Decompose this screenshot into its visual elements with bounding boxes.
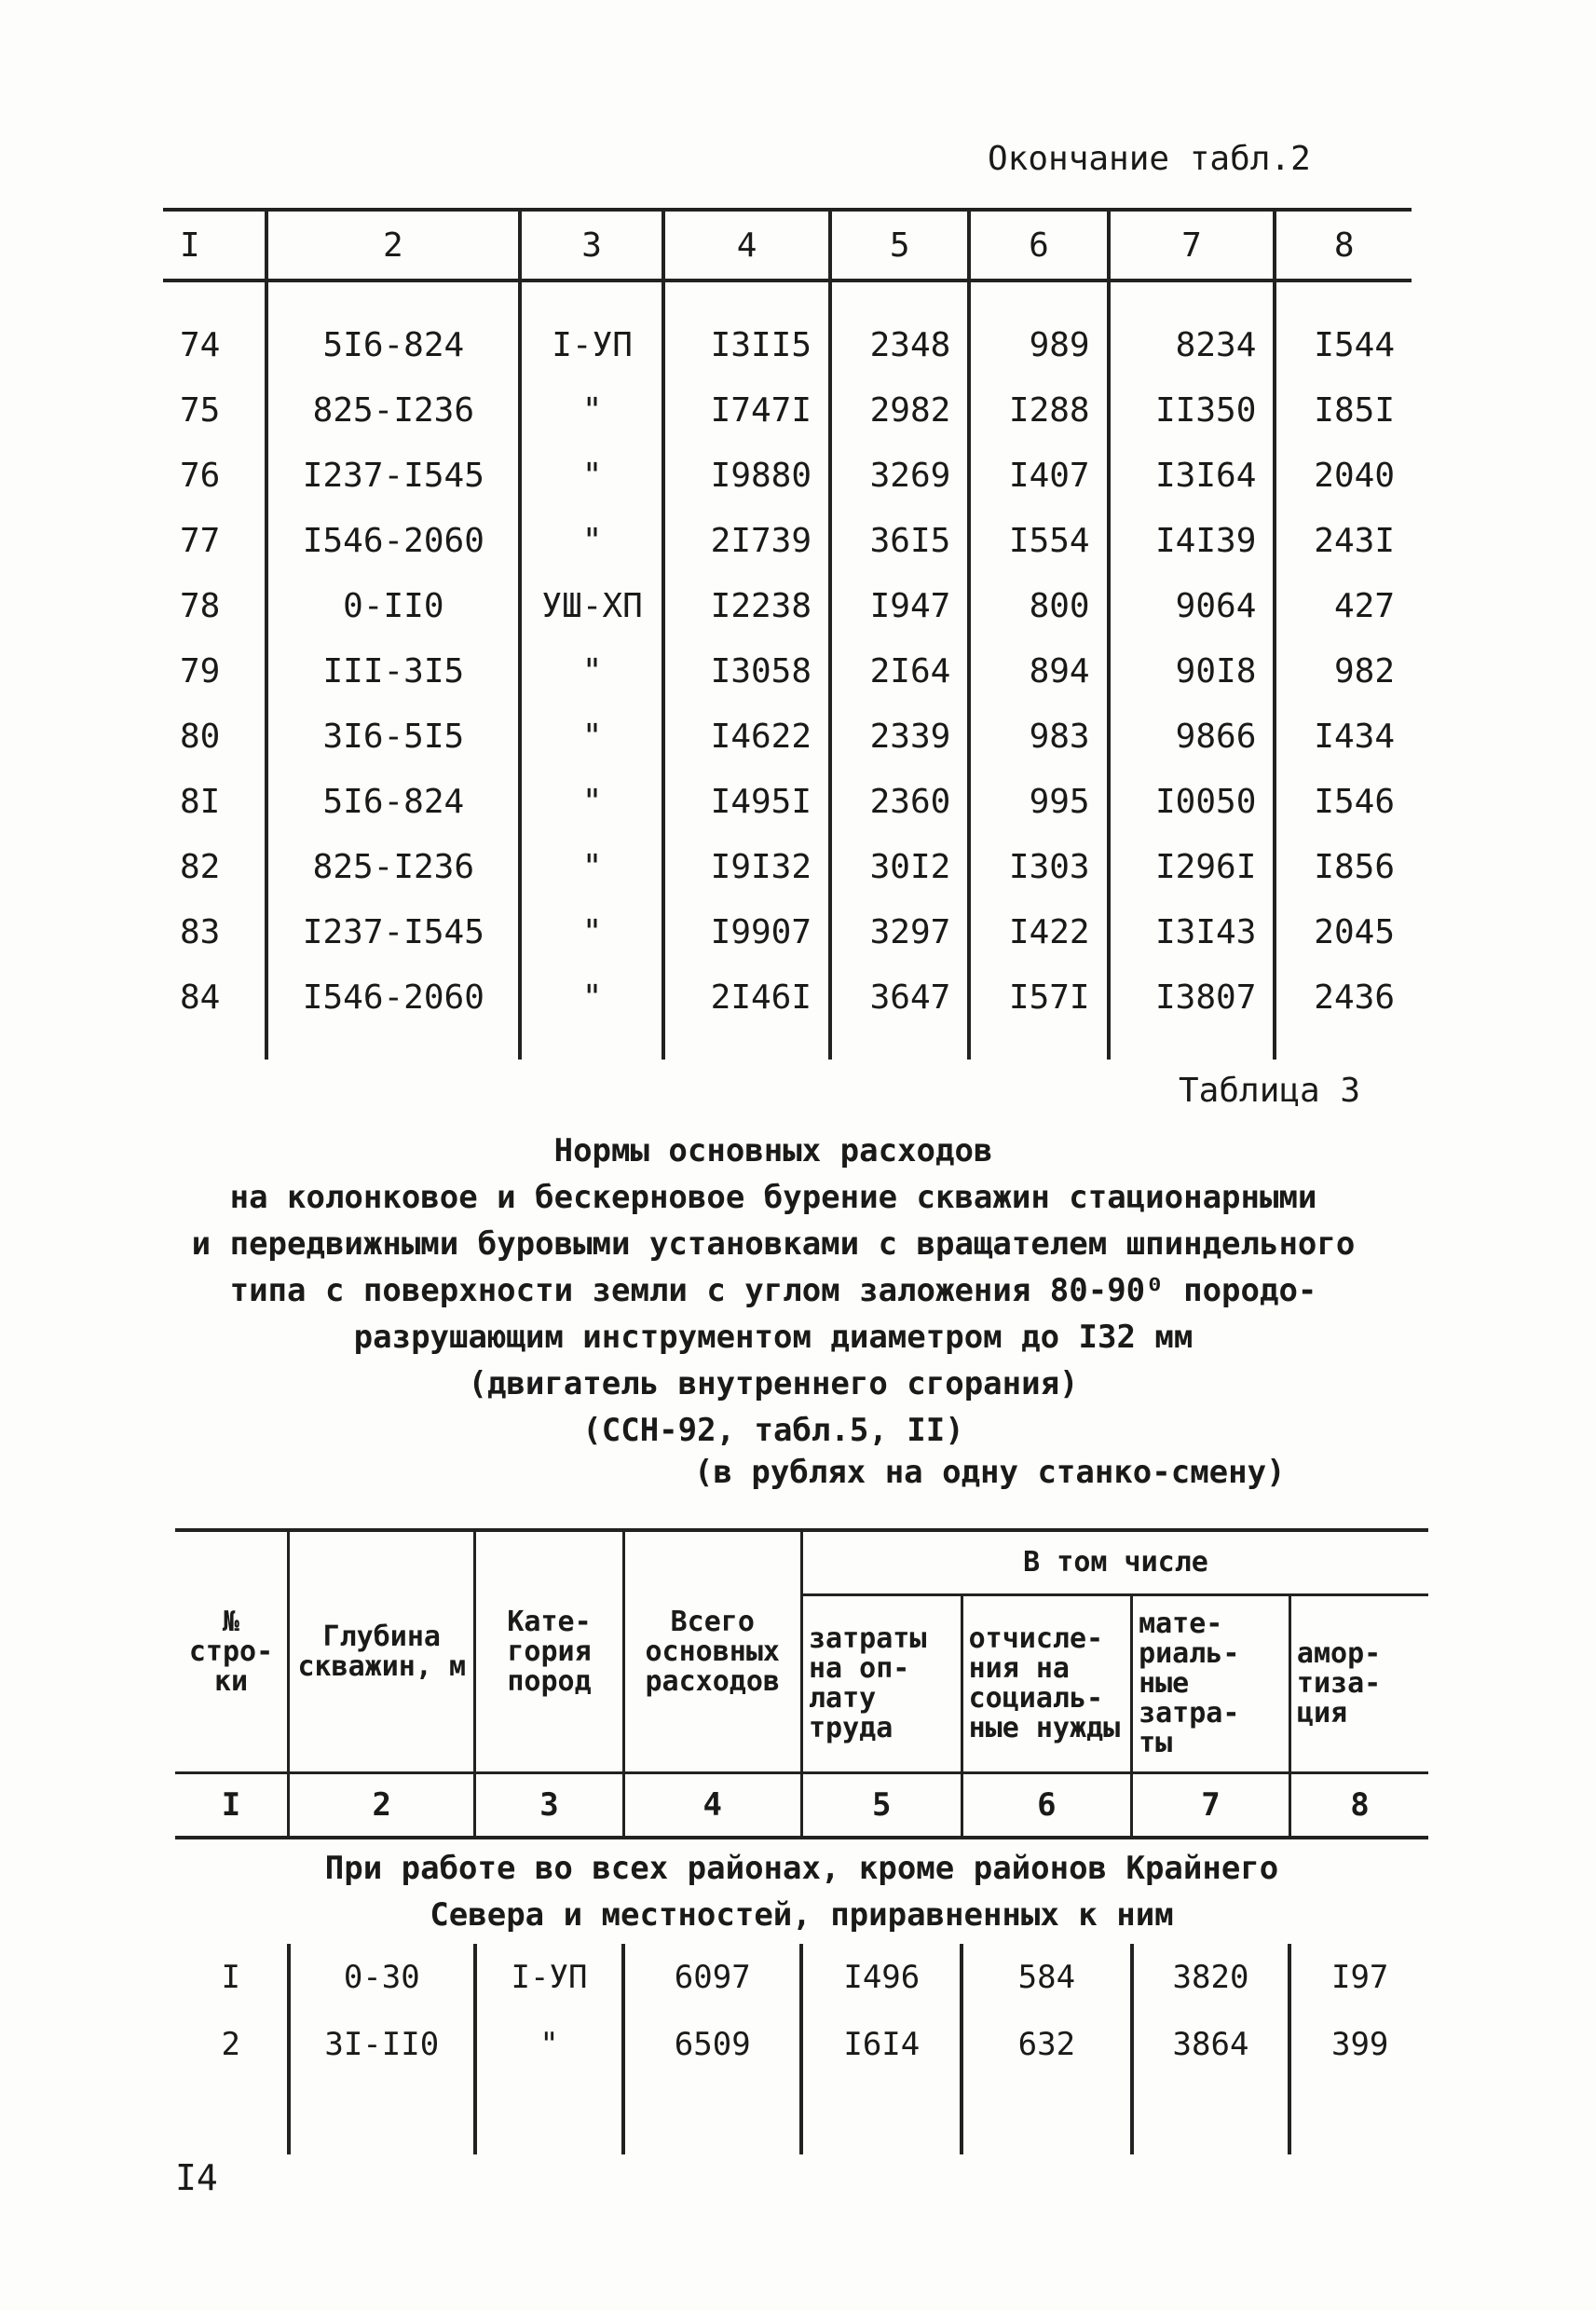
table-cell: 983 xyxy=(969,704,1108,769)
t3-colnum-7: 7 xyxy=(1132,1773,1290,1839)
table-cell: 9866 xyxy=(1109,704,1275,769)
table-cell: I747I xyxy=(663,377,830,443)
table-cell: I495I xyxy=(663,769,830,834)
table-cell: 825-I236 xyxy=(266,377,520,443)
table-cell: 2I64 xyxy=(830,638,969,704)
table-row xyxy=(163,834,1412,899)
table-cell: I237-I545 xyxy=(266,443,520,508)
table-cell: I544 xyxy=(1275,312,1412,377)
table-cell: 90I8 xyxy=(1109,638,1275,704)
table-cell: I288 xyxy=(969,377,1108,443)
table-cell: 800 xyxy=(969,573,1108,638)
table-3-body xyxy=(175,1944,1428,2154)
title-line: (двигатель внутреннего сгорания) xyxy=(468,1365,1079,1402)
table-cell: " xyxy=(520,704,663,769)
table-cell: 30I2 xyxy=(830,834,969,899)
header-category: Кате- гория пород xyxy=(475,1530,623,1773)
table-cell: 3269 xyxy=(830,443,969,508)
table-cell: 243I xyxy=(1275,508,1412,573)
table-row xyxy=(163,573,1412,638)
table-cell: I-УП xyxy=(475,1944,623,2011)
table-cell: 399 xyxy=(1289,2011,1428,2078)
table-cell: 632 xyxy=(962,2011,1131,2078)
table-cell: I546 xyxy=(1275,769,1412,834)
table-cell: I9907 xyxy=(663,899,830,964)
header-group-including: В том числе xyxy=(801,1530,1428,1595)
table-cell: 3297 xyxy=(830,899,969,964)
table-row xyxy=(175,1944,1428,2011)
table-cell: 5I6-824 xyxy=(266,312,520,377)
table-cell: 427 xyxy=(1275,573,1412,638)
table-cell: 82 xyxy=(180,847,221,886)
t2-col-6: 6 xyxy=(969,210,1108,280)
table-cell: I296I xyxy=(1109,834,1275,899)
table-cell: " xyxy=(520,964,663,1030)
table-cell: I0050 xyxy=(1109,769,1275,834)
table-cell: I3058 xyxy=(663,638,830,704)
table-cell: I546-2060 xyxy=(266,508,520,573)
table-cell: I3I43 xyxy=(1109,899,1275,964)
table-cell: I-УП xyxy=(520,312,663,377)
section-title-line-1: При работе во всех районах, кроме районов Крайнего xyxy=(324,1850,1279,1887)
section-title xyxy=(175,1838,1428,1944)
table-row xyxy=(163,638,1412,704)
table-cell: I554 xyxy=(969,508,1108,573)
table-cell: " xyxy=(520,377,663,443)
table-cell: I422 xyxy=(969,899,1108,964)
header-amortization: амор- тиза- ция xyxy=(1289,1595,1428,1773)
table-cell: I xyxy=(221,1959,240,1996)
table-3-title xyxy=(140,1128,1407,1454)
table-cell: 2348 xyxy=(830,312,969,377)
table-cell: I947 xyxy=(830,573,969,638)
table-cell: I3807 xyxy=(1109,964,1275,1030)
t3-colnum-2: 2 xyxy=(289,1773,475,1839)
table-row xyxy=(163,964,1412,1030)
t2-col-4: 4 xyxy=(663,210,830,280)
table-cell: 2 xyxy=(221,2026,240,2063)
table-row xyxy=(163,443,1412,508)
table-cell: 79 xyxy=(180,651,221,691)
table-cell: 2045 xyxy=(1275,899,1412,964)
table-cell: " xyxy=(520,508,663,573)
table-cell: I3II5 xyxy=(663,312,830,377)
title-line: (ССН-92, табл.5, II) xyxy=(582,1412,964,1449)
t2-col-7: 7 xyxy=(1109,210,1275,280)
table-cell: 3647 xyxy=(830,964,969,1030)
table-cell: I434 xyxy=(1275,704,1412,769)
title-line: и передвижными буровыми установками с вращателем шпиндельного xyxy=(191,1225,1356,1263)
table-cell: 80 xyxy=(180,717,221,756)
t2-col-8: 8 xyxy=(1275,210,1412,280)
table-cell: 2I46I xyxy=(663,964,830,1030)
table-row xyxy=(163,508,1412,573)
table-cell: I496 xyxy=(801,1944,962,2011)
page-number: I4 xyxy=(175,2157,218,2198)
table-2-header-row xyxy=(163,210,1412,280)
table-cell: 0-II0 xyxy=(266,573,520,638)
table-cell: I3I64 xyxy=(1109,443,1275,508)
t2-col-2: 2 xyxy=(266,210,520,280)
table-cell: III-3I5 xyxy=(266,638,520,704)
table-cell: I4I39 xyxy=(1109,508,1275,573)
t3-colnum-4: 4 xyxy=(623,1773,801,1839)
t2-col-5: 5 xyxy=(830,210,969,280)
table-cell: 2I739 xyxy=(663,508,830,573)
table-cell: 75 xyxy=(180,390,221,430)
table-cell: " xyxy=(520,769,663,834)
table-cell: " xyxy=(475,2011,623,2078)
table-cell: 9064 xyxy=(1109,573,1275,638)
table-cell: 0-30 xyxy=(289,1944,475,2011)
t3-colnum-6: 6 xyxy=(962,1773,1131,1839)
table-cell: 894 xyxy=(969,638,1108,704)
table-cell: I9880 xyxy=(663,443,830,508)
table-cell: 3I6-5I5 xyxy=(266,704,520,769)
continuation-label: Окончание табл.2 xyxy=(988,140,1311,178)
header-materials: мате- риаль- ные затра- ты xyxy=(1132,1595,1290,1773)
table-cell: 78 xyxy=(180,586,221,625)
title-line: на колонковое и бескерновое бурение скважин стационарными xyxy=(229,1179,1317,1216)
header-depth: Глубина скважин, м xyxy=(289,1530,475,1773)
table-cell: I6I4 xyxy=(801,2011,962,2078)
table-cell: 989 xyxy=(969,312,1108,377)
header-labor: затраты на оп- лату труда xyxy=(801,1595,962,1773)
table-cell: 584 xyxy=(962,1944,1131,2011)
section-title-line-2: Севера и местностей, приравненных к ним xyxy=(430,1896,1174,1934)
table-cell: I407 xyxy=(969,443,1108,508)
table-row xyxy=(163,312,1412,377)
table-cell: 3864 xyxy=(1132,2011,1290,2078)
table-cell: 36I5 xyxy=(830,508,969,573)
title-line: типа с поверхности земли с углом заложения 80-90⁰ породо- xyxy=(229,1272,1317,1309)
table-cell: I2238 xyxy=(663,573,830,638)
table-cell: I546-2060 xyxy=(266,964,520,1030)
title-line: разрушающим инструментом диаметром до I32 мм xyxy=(353,1319,1194,1356)
table-cell: " xyxy=(520,899,663,964)
table-cell: I856 xyxy=(1275,834,1412,899)
table-cell: I237-I545 xyxy=(266,899,520,964)
table-cell: 982 xyxy=(1275,638,1412,704)
table-cell: 3820 xyxy=(1132,1944,1290,2011)
t2-col-1: I xyxy=(163,210,266,280)
table-cell: 77 xyxy=(180,521,221,560)
table-cell: 76 xyxy=(180,456,221,495)
table-cell: 2982 xyxy=(830,377,969,443)
table-row xyxy=(163,899,1412,964)
table-cell: 84 xyxy=(180,978,221,1017)
table-2-body xyxy=(163,280,1412,1060)
table-cell: " xyxy=(520,638,663,704)
t2-col-3: 3 xyxy=(520,210,663,280)
table-cell: УШ-ХП xyxy=(520,573,663,638)
table-cell: II350 xyxy=(1109,377,1275,443)
table-row xyxy=(163,769,1412,834)
table-cell: 83 xyxy=(180,912,221,951)
table-cell: " xyxy=(520,834,663,899)
table-cell: 74 xyxy=(180,325,221,364)
table-cell: 3I-II0 xyxy=(289,2011,475,2078)
table-cell: 5I6-824 xyxy=(266,769,520,834)
table-3 xyxy=(175,1528,1428,2154)
table-cell: 8234 xyxy=(1109,312,1275,377)
table-row xyxy=(163,704,1412,769)
table-cell: 2040 xyxy=(1275,443,1412,508)
table-cell: I9I32 xyxy=(663,834,830,899)
t3-colnum-5: 5 xyxy=(801,1773,962,1839)
table-cell: I57I xyxy=(969,964,1108,1030)
header-social: отчисле- ния на социаль- ные нужды xyxy=(962,1595,1131,1773)
t3-colnum-1: I xyxy=(175,1773,289,1839)
table-cell: 995 xyxy=(969,769,1108,834)
table-cell: 2339 xyxy=(830,704,969,769)
title-line: Нормы основных расходов xyxy=(553,1132,993,1169)
table-cell: 825-I236 xyxy=(266,834,520,899)
table-cell: I4622 xyxy=(663,704,830,769)
table-row xyxy=(175,2011,1428,2078)
table-cell: I97 xyxy=(1289,1944,1428,2011)
t3-colnum-8: 8 xyxy=(1289,1773,1428,1839)
table-row xyxy=(163,377,1412,443)
units-note: (в рублях на одну станко-смену) xyxy=(694,1454,1286,1491)
table-cell: 6097 xyxy=(623,1944,801,2011)
table-cell: " xyxy=(520,443,663,508)
table-cell: I85I xyxy=(1275,377,1412,443)
t3-colnum-3: 3 xyxy=(475,1773,623,1839)
header-row-number: № стро- ки xyxy=(175,1530,289,1773)
header-total: Всего основных расходов xyxy=(623,1530,801,1773)
table-cell: 6509 xyxy=(623,2011,801,2078)
table-cell: I303 xyxy=(969,834,1108,899)
table-3-label: Таблица 3 xyxy=(1179,1072,1361,1110)
table-cell: 2436 xyxy=(1275,964,1412,1030)
table-2-continuation xyxy=(163,208,1412,1060)
table-cell: 2360 xyxy=(830,769,969,834)
table-cell: 8I xyxy=(180,782,221,821)
